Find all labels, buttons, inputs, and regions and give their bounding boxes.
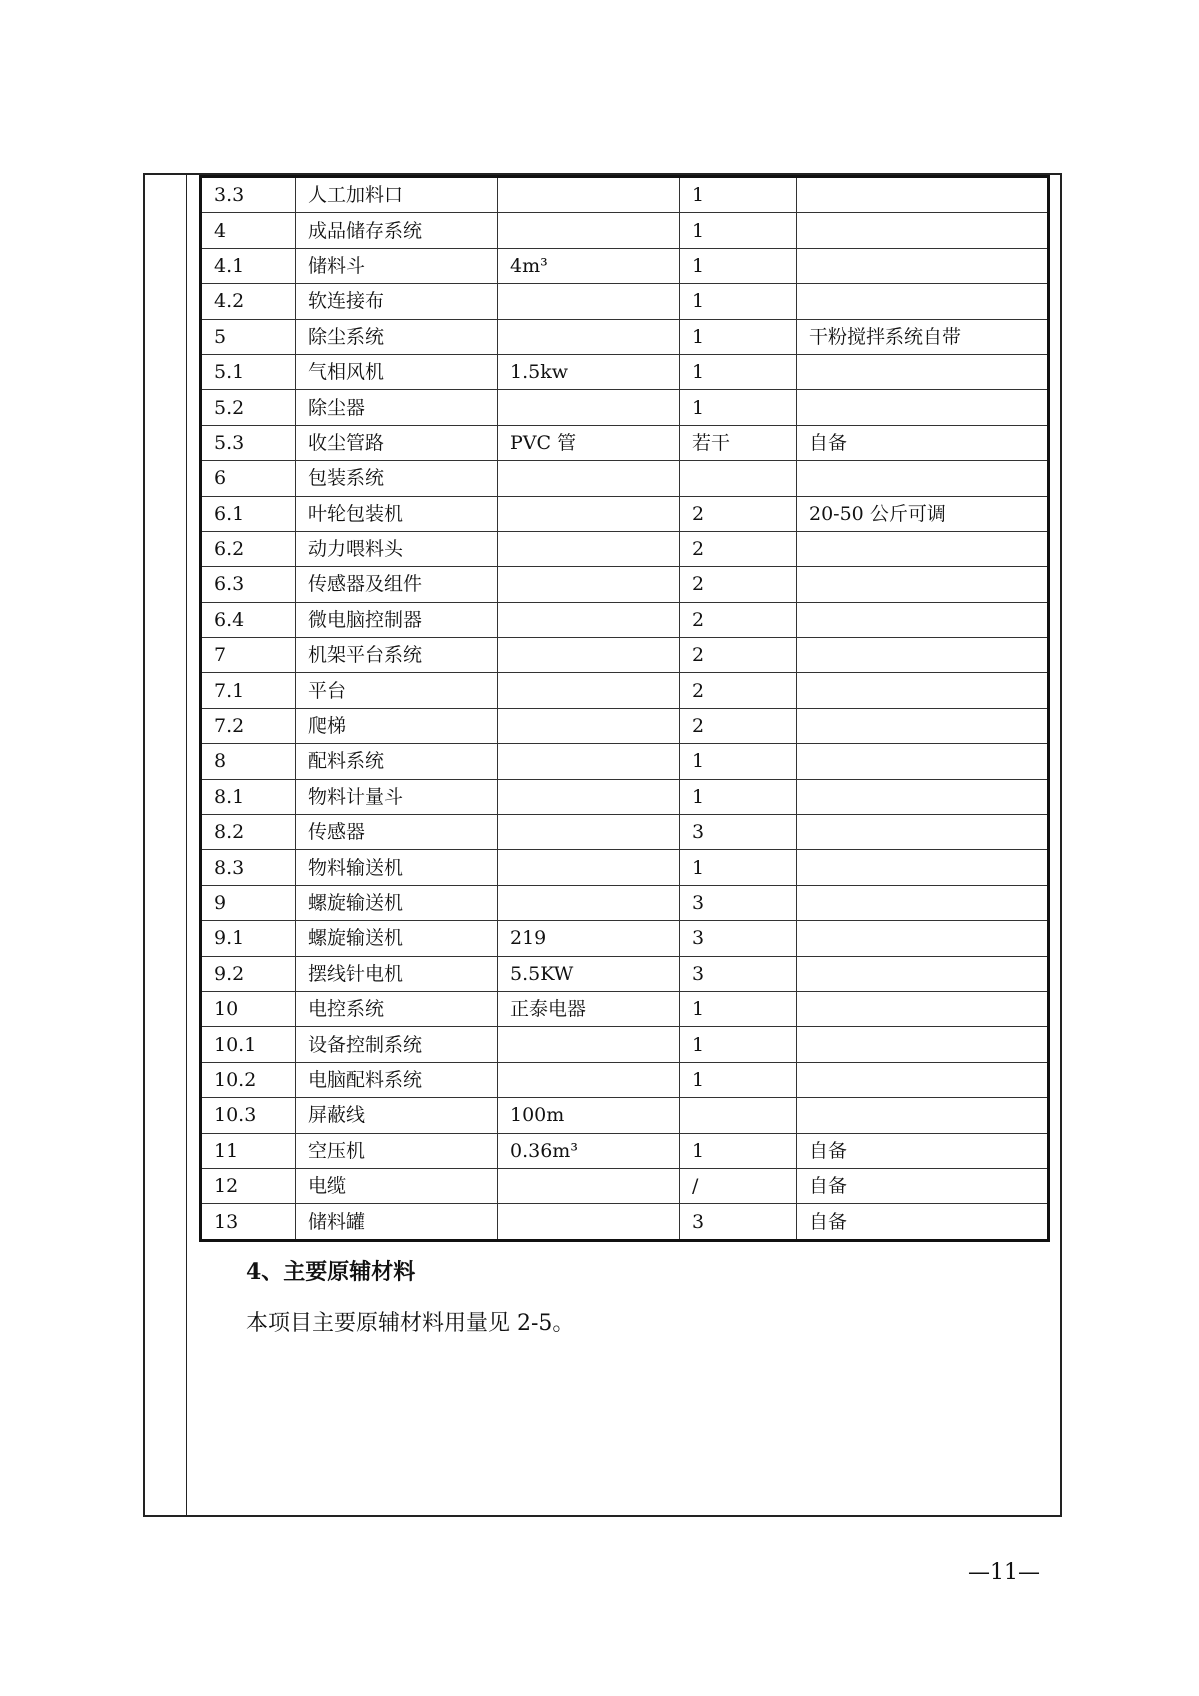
cell-number: 7.2 (201, 708, 296, 743)
cell-note (797, 354, 1049, 389)
cell-spec (498, 779, 680, 814)
table-row (201, 461, 1049, 496)
cell-spec (498, 744, 680, 779)
cell-note (797, 1098, 1049, 1133)
cell-number: 6.1 (201, 496, 296, 531)
cell-spec: 正泰电器 (498, 991, 680, 1026)
cell-number: 5 (201, 319, 296, 354)
cell-spec: 100m (498, 1098, 680, 1133)
cell-number: 11 (201, 1133, 296, 1168)
cell-spec (498, 850, 680, 885)
table-row (201, 602, 1049, 637)
cell-spec (498, 1204, 680, 1240)
cell-spec (498, 284, 680, 319)
cell-note (797, 744, 1049, 779)
cell-note (797, 638, 1049, 673)
cell-note: 自备 (797, 1168, 1049, 1203)
table-row (201, 248, 1049, 283)
cell-spec (498, 390, 680, 425)
cell-number: 8.1 (201, 779, 296, 814)
cell-spec (498, 1027, 680, 1062)
cell-quantity: 2 (680, 673, 797, 708)
table-row (201, 213, 1049, 248)
cell-spec (498, 531, 680, 566)
cell-name: 设备控制系统 (296, 1027, 498, 1062)
cell-name: 屏蔽线 (296, 1098, 498, 1133)
table-row (201, 673, 1049, 708)
form-left-column-divider (186, 173, 187, 1517)
cell-note (797, 567, 1049, 602)
cell-name: 配料系统 (296, 744, 498, 779)
cell-name: 传感器 (296, 815, 498, 850)
cell-spec: 5.5KW (498, 956, 680, 991)
cell-quantity (680, 1098, 797, 1133)
cell-quantity (680, 461, 797, 496)
cell-quantity: 1 (680, 248, 797, 283)
cell-name: 除尘系统 (296, 319, 498, 354)
table-row (201, 496, 1049, 531)
cell-quantity: 1 (680, 744, 797, 779)
cell-name: 软连接布 (296, 284, 498, 319)
cell-name: 动力喂料头 (296, 531, 498, 566)
cell-name: 包装系统 (296, 461, 498, 496)
table-row (201, 531, 1049, 566)
cell-spec (498, 319, 680, 354)
section-heading: 4、主要原辅材料 (246, 1259, 416, 1285)
cell-name: 除尘器 (296, 390, 498, 425)
table-row (201, 921, 1049, 956)
table-row (201, 956, 1049, 991)
table-row (201, 1168, 1049, 1203)
cell-name: 成品储存系统 (296, 213, 498, 248)
cell-number: 10.2 (201, 1062, 296, 1097)
table-row (201, 177, 1049, 213)
cell-number: 8.3 (201, 850, 296, 885)
cell-quantity: 1 (680, 177, 797, 213)
cell-spec (498, 1168, 680, 1203)
cell-number: 6 (201, 461, 296, 496)
table-row (201, 1098, 1049, 1133)
cell-spec (498, 461, 680, 496)
cell-number: 4.1 (201, 248, 296, 283)
equipment-table-body (201, 177, 1049, 1241)
cell-quantity: 1 (680, 991, 797, 1026)
cell-note (797, 177, 1049, 213)
cell-spec (498, 213, 680, 248)
cell-note: 干粉搅拌系统自带 (797, 319, 1049, 354)
cell-quantity: 1 (680, 1133, 797, 1168)
table-row (201, 319, 1049, 354)
cell-quantity: 2 (680, 708, 797, 743)
cell-name: 物料输送机 (296, 850, 498, 885)
cell-spec (498, 638, 680, 673)
cell-note (797, 885, 1049, 920)
cell-name: 传感器及组件 (296, 567, 498, 602)
cell-quantity: 若干 (680, 425, 797, 460)
cell-name: 电脑配料系统 (296, 1062, 498, 1097)
cell-number: 10 (201, 991, 296, 1026)
cell-note (797, 248, 1049, 283)
cell-number: 8.2 (201, 815, 296, 850)
cell-name: 电控系统 (296, 991, 498, 1026)
cell-quantity: 3 (680, 921, 797, 956)
cell-quantity: 1 (680, 1027, 797, 1062)
cell-spec: 0.36m³ (498, 1133, 680, 1168)
cell-name: 储料斗 (296, 248, 498, 283)
cell-number: 3.3 (201, 177, 296, 213)
equipment-table (199, 175, 1050, 1242)
cell-quantity: 3 (680, 815, 797, 850)
cell-spec (498, 602, 680, 637)
cell-spec (498, 885, 680, 920)
cell-name: 气相风机 (296, 354, 498, 389)
cell-note (797, 1062, 1049, 1097)
cell-quantity: 3 (680, 956, 797, 991)
cell-quantity: 2 (680, 567, 797, 602)
cell-spec (498, 708, 680, 743)
cell-spec (498, 815, 680, 850)
cell-spec (498, 496, 680, 531)
cell-note (797, 390, 1049, 425)
cell-spec (498, 177, 680, 213)
cell-quantity: 2 (680, 496, 797, 531)
cell-number: 5.1 (201, 354, 296, 389)
cell-number: 10.1 (201, 1027, 296, 1062)
table-row (201, 779, 1049, 814)
cell-name: 机架平台系统 (296, 638, 498, 673)
cell-number: 7.1 (201, 673, 296, 708)
cell-note (797, 850, 1049, 885)
cell-spec (498, 567, 680, 602)
cell-number: 9 (201, 885, 296, 920)
table-row (201, 850, 1049, 885)
cell-quantity: 3 (680, 1204, 797, 1240)
cell-number: 6.4 (201, 602, 296, 637)
cell-quantity: 1 (680, 390, 797, 425)
table-row (201, 991, 1049, 1026)
table-row (201, 815, 1049, 850)
cell-name: 空压机 (296, 1133, 498, 1168)
table-row (201, 885, 1049, 920)
cell-spec (498, 1062, 680, 1097)
cell-name: 人工加料口 (296, 177, 498, 213)
cell-note (797, 708, 1049, 743)
cell-number: 13 (201, 1204, 296, 1240)
cell-quantity: 1 (680, 213, 797, 248)
table-row (201, 284, 1049, 319)
cell-note (797, 461, 1049, 496)
cell-note (797, 921, 1049, 956)
cell-number: 9.1 (201, 921, 296, 956)
cell-spec: 4m³ (498, 248, 680, 283)
cell-quantity: 3 (680, 885, 797, 920)
table-row (201, 1027, 1049, 1062)
cell-name: 储料罐 (296, 1204, 498, 1240)
cell-note (797, 956, 1049, 991)
cell-note (797, 815, 1049, 850)
cell-quantity: 1 (680, 779, 797, 814)
table-row (201, 1133, 1049, 1168)
cell-name: 平台 (296, 673, 498, 708)
cell-number: 5.3 (201, 425, 296, 460)
table-row (201, 354, 1049, 389)
cell-spec (498, 673, 680, 708)
section-body-text: 本项目主要原辅材料用量见 2-5。 (246, 1311, 575, 1336)
cell-note (797, 1027, 1049, 1062)
cell-number: 4 (201, 213, 296, 248)
cell-note (797, 602, 1049, 637)
cell-note: 自备 (797, 1133, 1049, 1168)
cell-name: 叶轮包装机 (296, 496, 498, 531)
table-row (201, 1204, 1049, 1240)
cell-note (797, 213, 1049, 248)
cell-note (797, 673, 1049, 708)
cell-note (797, 991, 1049, 1026)
cell-name: 螺旋输送机 (296, 885, 498, 920)
cell-number: 10.3 (201, 1098, 296, 1133)
cell-number: 6.3 (201, 567, 296, 602)
cell-spec: PVC 管 (498, 425, 680, 460)
table-row (201, 708, 1049, 743)
cell-quantity: 2 (680, 531, 797, 566)
cell-quantity: / (680, 1168, 797, 1203)
cell-name: 摆线针电机 (296, 956, 498, 991)
cell-name: 收尘管路 (296, 425, 498, 460)
table-row (201, 425, 1049, 460)
table-row (201, 1062, 1049, 1097)
cell-name: 物料计量斗 (296, 779, 498, 814)
cell-quantity: 2 (680, 602, 797, 637)
table-row (201, 744, 1049, 779)
cell-number: 5.2 (201, 390, 296, 425)
cell-number: 4.2 (201, 284, 296, 319)
cell-number: 8 (201, 744, 296, 779)
cell-number: 6.2 (201, 531, 296, 566)
cell-note (797, 531, 1049, 566)
cell-quantity: 1 (680, 354, 797, 389)
cell-note (797, 284, 1049, 319)
table-row (201, 567, 1049, 602)
cell-quantity: 1 (680, 850, 797, 885)
cell-number: 12 (201, 1168, 296, 1203)
cell-note: 20-50 公斤可调 (797, 496, 1049, 531)
cell-quantity: 2 (680, 638, 797, 673)
page-number: —11— (968, 1560, 1040, 1585)
cell-spec: 1.5kw (498, 354, 680, 389)
cell-number: 7 (201, 638, 296, 673)
table-row (201, 638, 1049, 673)
cell-note: 自备 (797, 1204, 1049, 1240)
cell-name: 微电脑控制器 (296, 602, 498, 637)
cell-number: 9.2 (201, 956, 296, 991)
cell-name: 螺旋输送机 (296, 921, 498, 956)
cell-quantity: 1 (680, 1062, 797, 1097)
table-row (201, 390, 1049, 425)
cell-note (797, 779, 1049, 814)
cell-name: 爬梯 (296, 708, 498, 743)
cell-name: 电缆 (296, 1168, 498, 1203)
cell-spec: 219 (498, 921, 680, 956)
cell-note: 自备 (797, 425, 1049, 460)
cell-quantity: 1 (680, 319, 797, 354)
cell-quantity: 1 (680, 284, 797, 319)
